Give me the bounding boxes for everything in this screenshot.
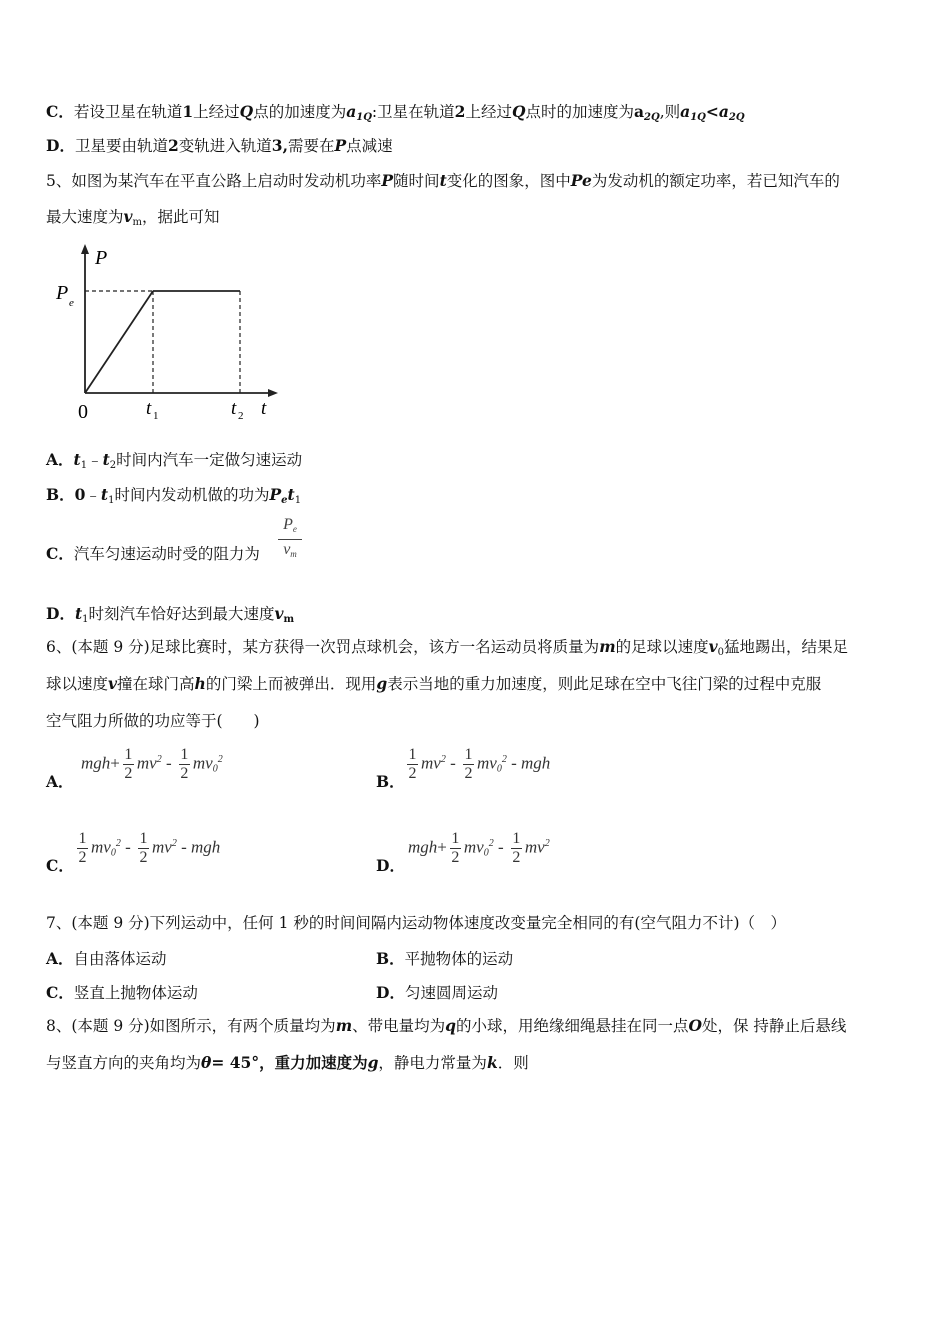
q7-option-d: D．匀速圆周运动 xyxy=(376,983,498,1002)
q5-stem-line2: 最大速度为$v_m$，据此可知 xyxy=(46,207,220,228)
q6-stem-line3: 空气阻力所做的功应等于( ) xyxy=(46,712,260,730)
q8-stem-line2: 与竖直方向的夹角均为θ= 45°，重力加速度为g，静电力常量为k．则 xyxy=(46,1053,529,1072)
q6-option-d-formula: mgh+ $\frac{1}{2}$ $mv_0^2$ - $\frac{1}{2}$ $mv^2$ xyxy=(408,830,550,866)
q4-option-d: D．卫星要由轨道2变轨进入轨道3,需要在P点减速 xyxy=(46,136,393,155)
q4-option-c: C．若设卫星在轨道1上经过Q点的加速度为$a_{1Q}$:卫星在轨道2上经过Q点时的加速度为$a_{2Q}$,则$a_{1Q}<a_{2Q}$ xyxy=(46,102,745,123)
pe-subscript: e xyxy=(69,297,74,309)
q6-option-d-label: D． xyxy=(376,856,405,875)
t2-label: t xyxy=(231,398,237,419)
q5-option-d: D．$t_1$时刻汽车恰好达到最大速度$v_m$ xyxy=(46,604,295,625)
pe-label: P xyxy=(56,282,69,304)
q6-option-a-label: A． xyxy=(46,772,74,791)
q6-option-b-formula: $\frac{1}{2}$ $mv^2$ - $\frac{1}{2}$ $mv_0^2$ - mgh xyxy=(408,746,551,782)
q8-stem-line1: 8、(本题 9 分)如图所示，有两个质量均为m、带电量均为q的小球，用绝缘细绳悬挂在同一点O处，保 持静止后悬线 xyxy=(46,1016,847,1035)
q5-stem-line1: 5、如图为某汽车在平直公路上启动时发动机功率P随时间t变化的图象，图中Pe为发动机的额定功率，若已知汽车的 xyxy=(46,171,840,190)
q7-option-a: A．自由落体运动 xyxy=(46,949,167,968)
q5-option-c: C．汽车匀速运动时受的阻力为 xyxy=(46,544,260,563)
q5-option-c-fraction: $P_e$ $v_m$ xyxy=(278,516,302,563)
t1-subscript: 1 xyxy=(153,410,159,422)
q7-stem: 7、(本题 9 分)下列运动中，任何 1 秒的时间间隔内运动物体速度改变量完全相同的有(空气阻力不计)（ ） xyxy=(46,914,786,932)
q6-option-c-label: C． xyxy=(46,856,74,875)
q6-option-c-formula: $\frac{1}{2}$ $mv_0^2$ - $\frac{1}{2}$ $mv^2$ - mgh xyxy=(78,830,221,866)
t2-subscript: 2 xyxy=(238,410,244,422)
q7-option-b: B．平抛物体的运动 xyxy=(376,949,514,968)
x-axis-arrow xyxy=(268,389,278,397)
q6-stem-line1: 6、(本题 9 分)足球比赛时，某方获得一次罚点球机会，该方一名运动员将质量为m的足球以速度$v_0$猛地踢出，结果足 xyxy=(46,637,849,658)
rising-power-line xyxy=(85,291,153,393)
y-axis-arrow xyxy=(81,244,89,254)
q5-option-a: A．$t_1﹣t_2$时间内汽车一定做匀速运动 xyxy=(46,450,303,471)
q6-stem-line2: 球以速度v撞在球门高h的门梁上而被弹出．现用g表示当地的重力加速度，则此足球在空中飞往门梁的过程中克服 xyxy=(46,674,822,693)
y-axis-label: P xyxy=(95,247,108,269)
t1-label: t xyxy=(146,398,152,419)
x-axis-label: t xyxy=(261,398,267,419)
q7-option-c: C．竖直上抛物体运动 xyxy=(46,983,198,1002)
q5-option-b: B．$0﹣t_1$时间内发动机做的功为$P_et_1$ xyxy=(46,485,302,506)
q6-option-a-formula: mgh+ $\frac{1}{2}$ $mv^2$ - $\frac{1}{2}$ $mv_0^2$ xyxy=(81,746,223,782)
origin-label: 0 xyxy=(78,401,88,423)
power-time-graph xyxy=(50,240,290,430)
q6-option-b-label: B． xyxy=(376,772,405,791)
